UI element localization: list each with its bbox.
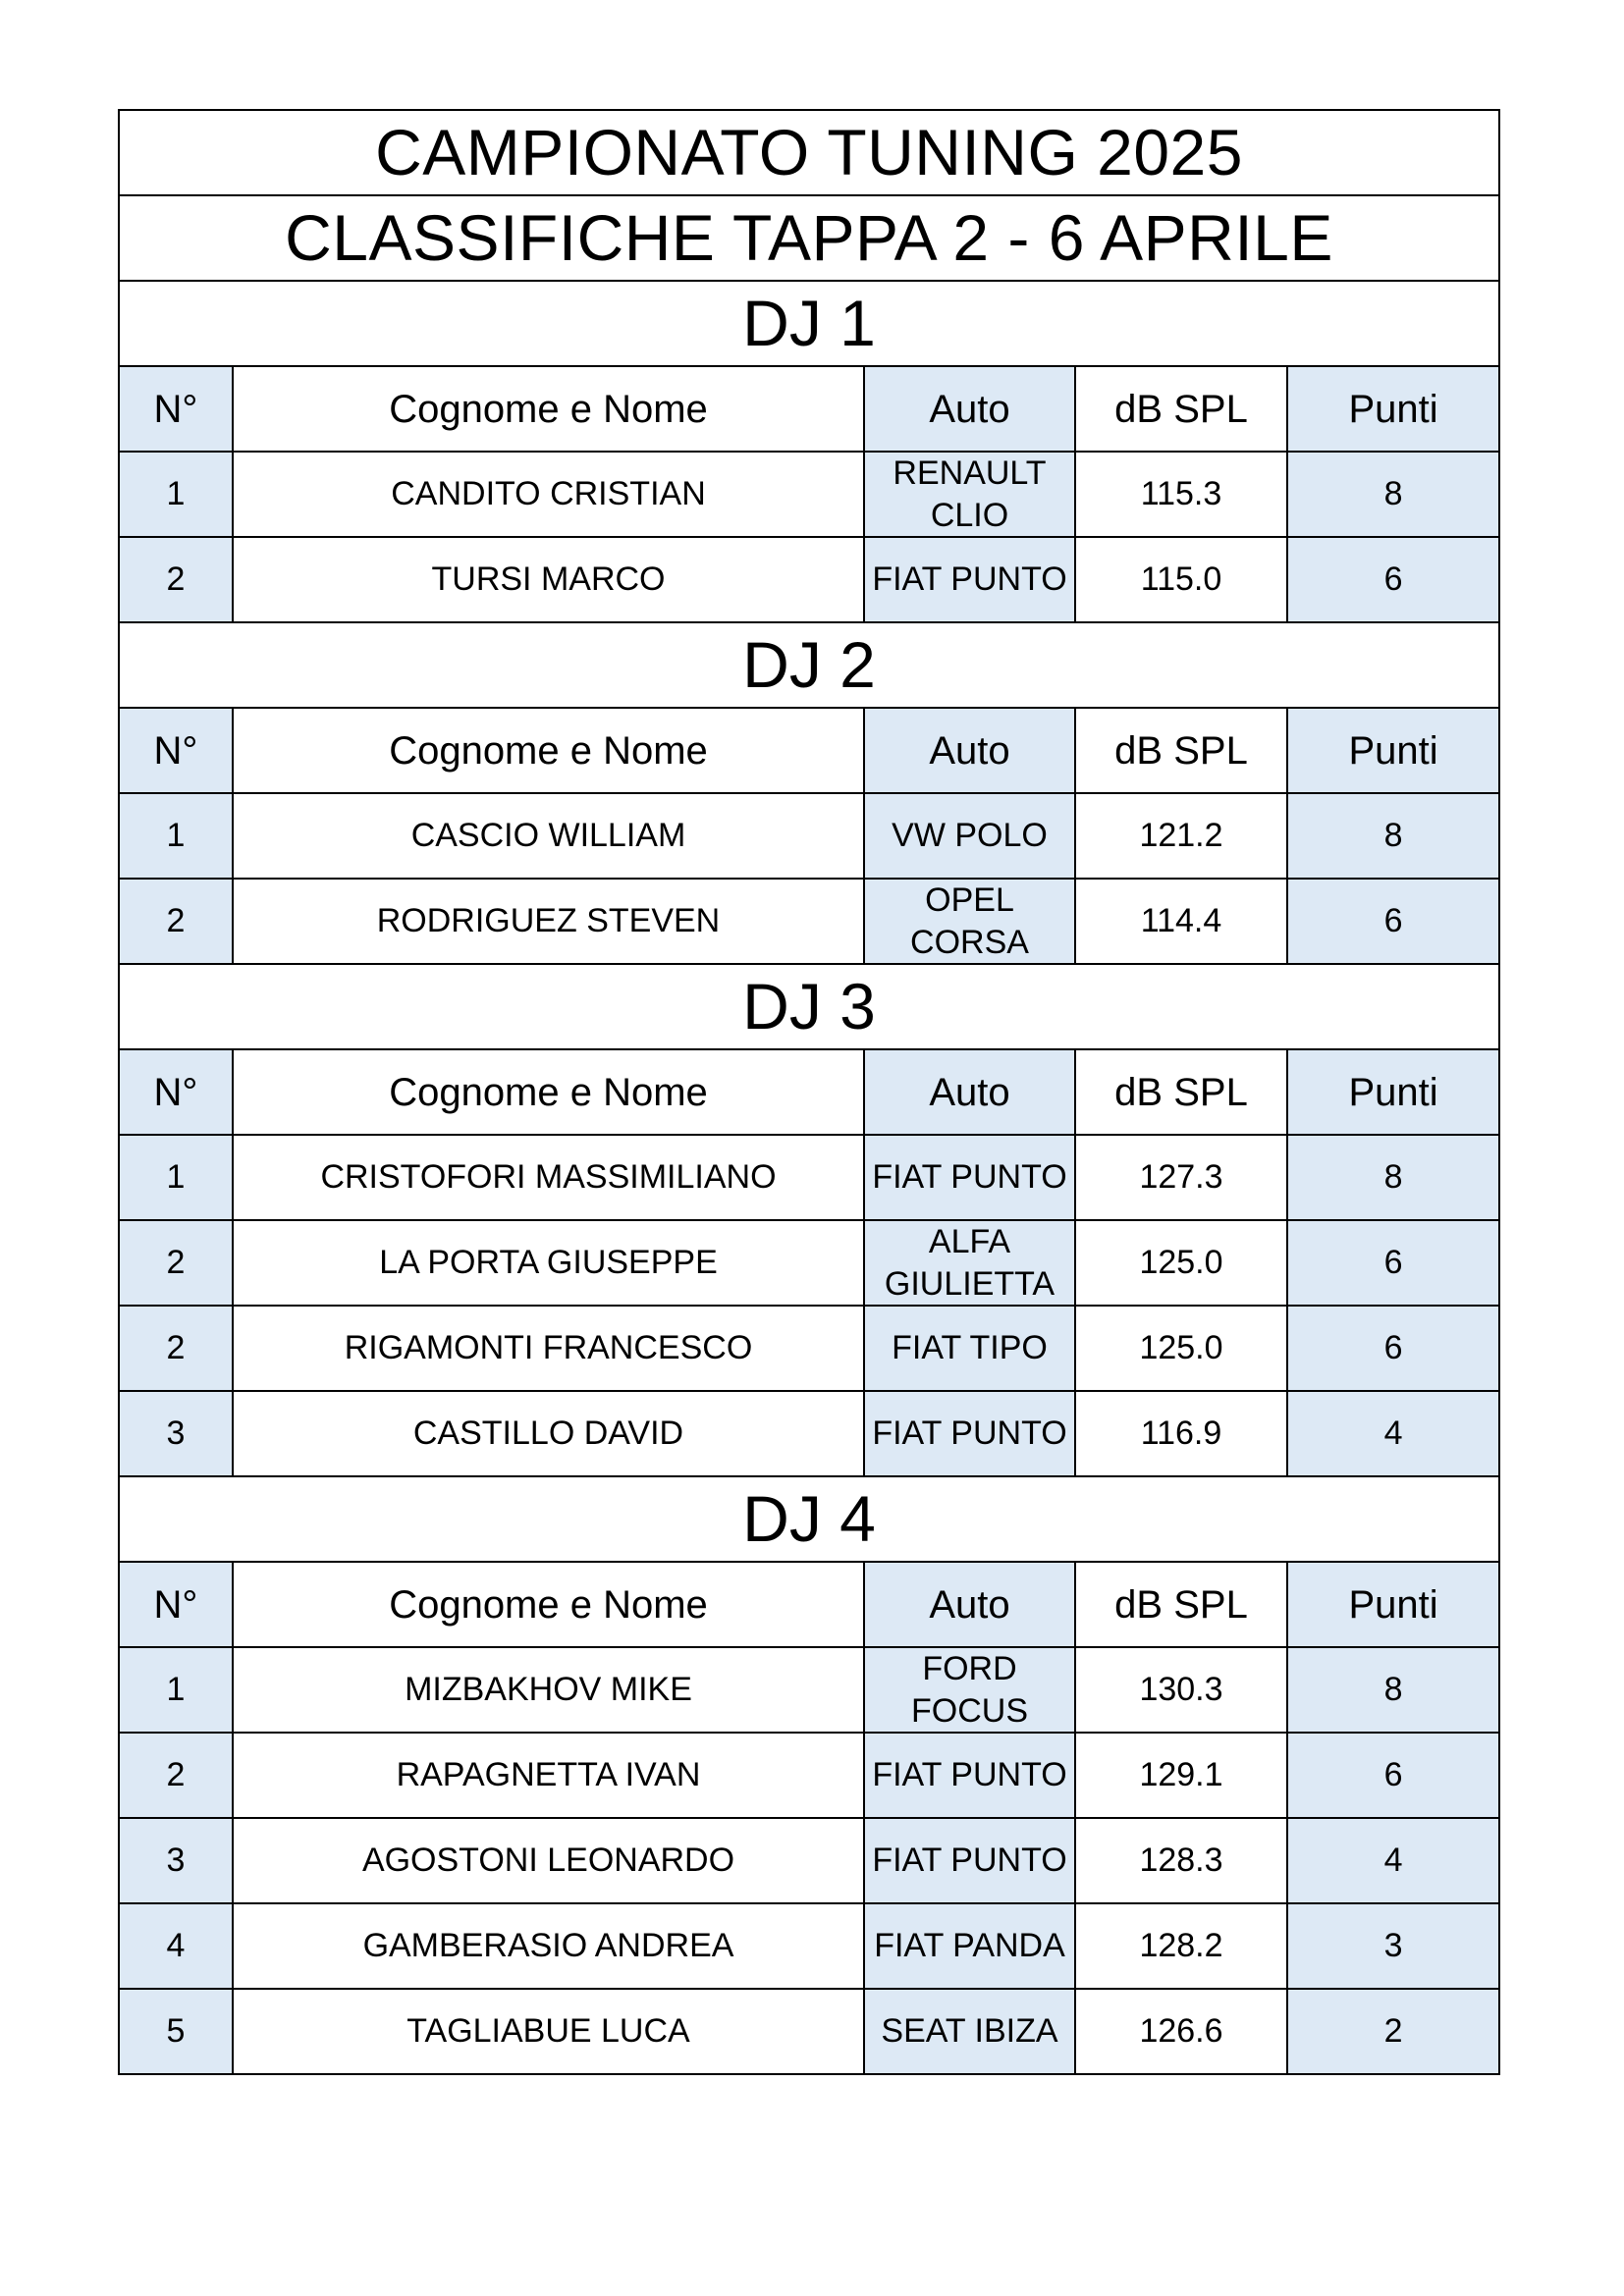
group-title-dj3: DJ 3	[119, 964, 1499, 1049]
db-cell: 128.2	[1075, 1903, 1287, 1989]
rank-cell: 2	[119, 537, 233, 622]
header-db: dB SPL	[1075, 1562, 1287, 1647]
db-cell: 125.0	[1075, 1306, 1287, 1391]
column-header-row	[119, 1049, 1499, 1135]
group-title-dj4: DJ 4	[119, 1476, 1499, 1562]
header-rank: N°	[119, 708, 233, 793]
header-rank: N°	[119, 366, 233, 452]
db-cell: 129.1	[1075, 1733, 1287, 1818]
name-cell: GAMBERASIO ANDREA	[233, 1903, 864, 1989]
points-cell: 8	[1287, 793, 1499, 879]
db-cell: 115.0	[1075, 537, 1287, 622]
points-cell: 6	[1287, 1733, 1499, 1818]
name-cell: MIZBAKHOV MIKE	[233, 1647, 864, 1733]
db-cell: 128.3	[1075, 1818, 1287, 1903]
header-points: Punti	[1287, 708, 1499, 793]
points-cell: 6	[1287, 537, 1499, 622]
name-cell: TAGLIABUE LUCA	[233, 1989, 864, 2074]
db-cell: 116.9	[1075, 1391, 1287, 1476]
points-cell: 4	[1287, 1818, 1499, 1903]
header-db: dB SPL	[1075, 708, 1287, 793]
rank-cell: 1	[119, 452, 233, 537]
header-name: Cognome e Nome	[233, 708, 864, 793]
table-row	[119, 1903, 1499, 1989]
group-title-dj1: DJ 1	[119, 281, 1499, 366]
table-row	[119, 1647, 1499, 1733]
table-row	[119, 879, 1499, 964]
car-cell: SEAT IBIZA	[864, 1989, 1075, 2074]
header-points: Punti	[1287, 366, 1499, 452]
table-row	[119, 1306, 1499, 1391]
group-title-dj2: DJ 2	[119, 622, 1499, 708]
car-cell: FIAT PUNTO	[864, 1391, 1075, 1476]
name-cell: TURSI MARCO	[233, 537, 864, 622]
db-cell: 114.4	[1075, 879, 1287, 964]
name-cell: RIGAMONTI FRANCESCO	[233, 1306, 864, 1391]
header-car: Auto	[864, 708, 1075, 793]
header-name: Cognome e Nome	[233, 1562, 864, 1647]
group-title-row	[119, 964, 1499, 1049]
rank-cell: 1	[119, 793, 233, 879]
points-cell: 6	[1287, 1306, 1499, 1391]
points-cell: 6	[1287, 1220, 1499, 1306]
name-cell: CANDITO CRISTIAN	[233, 452, 864, 537]
car-cell: ALFA GIULIETTA	[864, 1220, 1075, 1306]
header-points: Punti	[1287, 1562, 1499, 1647]
table-row	[119, 793, 1499, 879]
subtitle-row	[119, 195, 1499, 281]
header-rank: N°	[119, 1049, 233, 1135]
table-row	[119, 537, 1499, 622]
car-cell: FIAT PUNTO	[864, 1135, 1075, 1220]
points-cell: 3	[1287, 1903, 1499, 1989]
car-cell: FIAT PUNTO	[864, 1733, 1075, 1818]
name-cell: RODRIGUEZ STEVEN	[233, 879, 864, 964]
group-title-row	[119, 281, 1499, 366]
header-db: dB SPL	[1075, 366, 1287, 452]
car-cell: RENAULT CLIO	[864, 452, 1075, 537]
header-car: Auto	[864, 366, 1075, 452]
name-cell: LA PORTA GIUSEPPE	[233, 1220, 864, 1306]
car-cell: FIAT PUNTO	[864, 1818, 1075, 1903]
points-cell: 8	[1287, 1647, 1499, 1733]
db-cell: 121.2	[1075, 793, 1287, 879]
car-cell: FIAT PUNTO	[864, 537, 1075, 622]
header-name: Cognome e Nome	[233, 366, 864, 452]
rank-cell: 2	[119, 1306, 233, 1391]
rank-cell: 3	[119, 1391, 233, 1476]
name-cell: AGOSTONI LEONARDO	[233, 1818, 864, 1903]
table-row	[119, 1989, 1499, 2074]
name-cell: CASTILLO DAVID	[233, 1391, 864, 1476]
title-row	[119, 110, 1499, 195]
db-cell: 130.3	[1075, 1647, 1287, 1733]
group-title-row	[119, 1476, 1499, 1562]
table-row	[119, 452, 1499, 537]
header-rank: N°	[119, 1562, 233, 1647]
column-header-row	[119, 708, 1499, 793]
group-title-row	[119, 622, 1499, 708]
header-name: Cognome e Nome	[233, 1049, 864, 1135]
column-header-row	[119, 1562, 1499, 1647]
header-db: dB SPL	[1075, 1049, 1287, 1135]
db-cell: 127.3	[1075, 1135, 1287, 1220]
header-car: Auto	[864, 1562, 1075, 1647]
db-cell: 125.0	[1075, 1220, 1287, 1306]
rank-cell: 2	[119, 1733, 233, 1818]
header-points: Punti	[1287, 1049, 1499, 1135]
name-cell: CRISTOFORI MASSIMILIANO	[233, 1135, 864, 1220]
points-cell: 2	[1287, 1989, 1499, 2074]
points-cell: 4	[1287, 1391, 1499, 1476]
db-cell: 126.6	[1075, 1989, 1287, 2074]
table-row	[119, 1733, 1499, 1818]
points-cell: 8	[1287, 452, 1499, 537]
document-title: CAMPIONATO TUNING 2025	[119, 110, 1499, 195]
document-subtitle: CLASSIFICHE TAPPA 2 - 6 APRILE	[119, 195, 1499, 281]
rank-cell: 1	[119, 1135, 233, 1220]
db-cell: 115.3	[1075, 452, 1287, 537]
rank-cell: 4	[119, 1903, 233, 1989]
standings-table	[118, 109, 1500, 2075]
car-cell: FIAT PANDA	[864, 1903, 1075, 1989]
points-cell: 8	[1287, 1135, 1499, 1220]
car-cell: OPEL CORSA	[864, 879, 1075, 964]
table-row	[119, 1391, 1499, 1476]
column-header-row	[119, 366, 1499, 452]
rank-cell: 3	[119, 1818, 233, 1903]
points-cell: 6	[1287, 879, 1499, 964]
table-row	[119, 1220, 1499, 1306]
table-row	[119, 1818, 1499, 1903]
table-row	[119, 1135, 1499, 1220]
rank-cell: 1	[119, 1647, 233, 1733]
rank-cell: 2	[119, 1220, 233, 1306]
car-cell: FIAT TIPO	[864, 1306, 1075, 1391]
header-car: Auto	[864, 1049, 1075, 1135]
rank-cell: 2	[119, 879, 233, 964]
rank-cell: 5	[119, 1989, 233, 2074]
name-cell: CASCIO WILLIAM	[233, 793, 864, 879]
car-cell: FORD FOCUS	[864, 1647, 1075, 1733]
car-cell: VW POLO	[864, 793, 1075, 879]
name-cell: RAPAGNETTA IVAN	[233, 1733, 864, 1818]
